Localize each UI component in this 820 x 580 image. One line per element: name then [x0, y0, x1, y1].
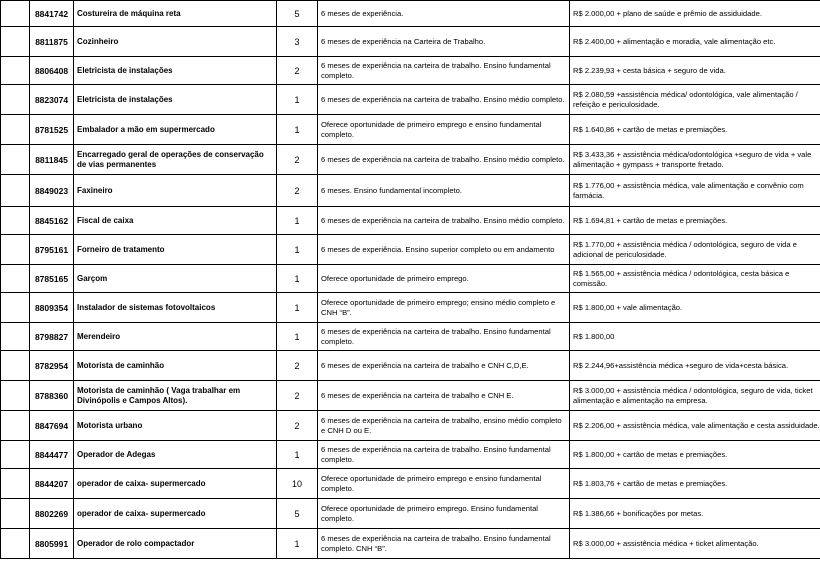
job-salary-benefits: R$ 2.000,00 + plano de saúde e prêmio de assiduidade. — [570, 1, 820, 27]
table-row — [1, 323, 820, 351]
row-number-cell — [1, 381, 30, 411]
job-title: Operador de rolo compactador — [74, 529, 277, 559]
job-salary-benefits: R$ 1.770,00 + assistência médica / odontológica, seguro de vida e adicional de periculosidade. — [570, 235, 820, 265]
job-salary-benefits: R$ 1.803,76 + cartão de metas e premiações. — [570, 469, 820, 499]
job-code: 8847694 — [30, 411, 74, 441]
table-row — [1, 27, 820, 57]
row-number-cell — [1, 529, 30, 559]
row-number-cell — [1, 235, 30, 265]
job-requirements: Oferece oportunidade de primeiro emprego; ensino médio completo e CNH “B”. — [318, 293, 570, 323]
job-salary-benefits: R$ 1.694,81 + cartão de metas e premiações. — [570, 207, 820, 235]
row-number-cell — [1, 293, 30, 323]
vacancy-count: 1 — [277, 265, 318, 293]
job-code: 8811845 — [30, 145, 74, 175]
job-title: Cozinheiro — [74, 27, 277, 57]
job-requirements: 6 meses de experiência na carteira de trabalho. Ensino fundamental completo. CNH “B”. — [318, 529, 570, 559]
job-title: Merendeiro — [74, 323, 277, 351]
job-requirements: Oferece oportunidade de primeiro emprego. Ensino fundamental completo. — [318, 499, 570, 529]
job-code: 8849023 — [30, 175, 74, 207]
job-title: Encarregado geral de operações de conservação de vias permanentes — [74, 145, 277, 175]
table-row — [1, 381, 820, 411]
job-title: Embalador a mão em supermercado — [74, 115, 277, 145]
vacancy-count: 2 — [277, 411, 318, 441]
job-salary-benefits: R$ 3.000,00 + assistência médica + ticket alimentação. — [570, 529, 820, 559]
row-number-cell — [1, 85, 30, 115]
job-title: Motorista urbano — [74, 411, 277, 441]
job-title: Eletricista de instalações — [74, 57, 277, 85]
job-requirements: 6 meses de experiência na carteira de trabalho. Ensino médio completo. — [318, 207, 570, 235]
job-code: 8785165 — [30, 265, 74, 293]
job-title: Fiscal de caixa — [74, 207, 277, 235]
table-row — [1, 57, 820, 85]
vacancy-count: 1 — [277, 293, 318, 323]
table-row — [1, 115, 820, 145]
job-salary-benefits: R$ 1.565,00 + assistência médica / odontológica, cesta básica e comissão. — [570, 265, 820, 293]
job-code: 8795161 — [30, 235, 74, 265]
table-row — [1, 207, 820, 235]
table-row — [1, 351, 820, 381]
row-number-cell — [1, 57, 30, 85]
job-requirements: 6 meses de experiência na carteira de trabalho e CNH E. — [318, 381, 570, 411]
table-row — [1, 441, 820, 469]
table-row — [1, 265, 820, 293]
job-requirements: 6 meses de experiência na carteira de trabalho. Ensino fundamental completo. — [318, 323, 570, 351]
row-number-cell — [1, 323, 30, 351]
vacancy-count: 1 — [277, 323, 318, 351]
job-title: Eletricista de instalações — [74, 85, 277, 115]
vacancy-count: 2 — [277, 145, 318, 175]
vacancy-count: 1 — [277, 85, 318, 115]
vacancy-count: 1 — [277, 207, 318, 235]
job-salary-benefits: R$ 3.000,00 + assistência médica / odontológica, seguro de vida, ticket alimentação e alimentação na empresa. — [570, 381, 820, 411]
job-title: Faxineiro — [74, 175, 277, 207]
job-salary-benefits: R$ 2.400,00 + alimentação e moradia, vale alimentação etc. — [570, 27, 820, 57]
table-row — [1, 499, 820, 529]
job-salary-benefits: R$ 2.206,00 + assistência médica, vale alimentação e cesta assiduidade. — [570, 411, 820, 441]
row-number-cell — [1, 207, 30, 235]
row-number-cell — [1, 469, 30, 499]
vacancy-count: 1 — [277, 115, 318, 145]
job-salary-benefits: R$ 1.800,00 — [570, 323, 820, 351]
vacancy-count: 1 — [277, 441, 318, 469]
job-requirements: 6 meses de experiência na carteira de trabalho, ensino médio completo e CNH D ou E. — [318, 411, 570, 441]
job-title: Motorista de caminhão — [74, 351, 277, 381]
vacancy-count: 2 — [277, 381, 318, 411]
job-code: 8806408 — [30, 57, 74, 85]
row-number-cell — [1, 115, 30, 145]
table-row — [1, 469, 820, 499]
job-salary-benefits: R$ 1.640,86 + cartão de metas e premiações. — [570, 115, 820, 145]
vacancy-count: 1 — [277, 529, 318, 559]
job-code: 8805991 — [30, 529, 74, 559]
job-code: 8798827 — [30, 323, 74, 351]
vacancy-count: 5 — [277, 1, 318, 27]
table-row — [1, 293, 820, 323]
vacancy-count: 2 — [277, 175, 318, 207]
job-requirements: Oferece oportunidade de primeiro emprego e ensino fundamental completo. — [318, 115, 570, 145]
table-row — [1, 85, 820, 115]
vacancy-count: 3 — [277, 27, 318, 57]
table-row — [1, 529, 820, 559]
row-number-cell — [1, 145, 30, 175]
job-salary-benefits: R$ 2.239,93 + cesta básica + seguro de vida. — [570, 57, 820, 85]
table-row — [1, 235, 820, 265]
row-number-cell — [1, 351, 30, 381]
job-title: Motorista de caminhão ( Vaga trabalhar em Divinópolis e Campos Altos). — [74, 381, 277, 411]
job-listings-body — [1, 1, 820, 559]
job-title: Garçom — [74, 265, 277, 293]
job-requirements: 6 meses. Ensino fundamental incompleto. — [318, 175, 570, 207]
job-salary-benefits: R$ 1.386,66 + bonificações por metas. — [570, 499, 820, 529]
job-requirements: Oferece oportunidade de primeiro emprego e ensino fundamental completo. — [318, 469, 570, 499]
vacancy-count: 2 — [277, 351, 318, 381]
row-number-cell — [1, 265, 30, 293]
table-row — [1, 411, 820, 441]
job-code: 8844207 — [30, 469, 74, 499]
job-salary-benefits: R$ 1.776,00 + assistência médica, vale alimentação e convênio com farmácia. — [570, 175, 820, 207]
job-code: 8788360 — [30, 381, 74, 411]
job-code: 8809354 — [30, 293, 74, 323]
job-code: 8782954 — [30, 351, 74, 381]
vacancy-count: 5 — [277, 499, 318, 529]
table-row — [1, 1, 820, 27]
job-code: 8811875 — [30, 27, 74, 57]
vacancy-count: 1 — [277, 235, 318, 265]
job-requirements: 6 meses de experiência. Ensino superior completo ou em andamento — [318, 235, 570, 265]
job-requirements: 6 meses de experiência. — [318, 1, 570, 27]
job-code: 8845162 — [30, 207, 74, 235]
job-title: Instalador de sistemas fotovoltaicos — [74, 293, 277, 323]
job-code: 8781525 — [30, 115, 74, 145]
table-row — [1, 145, 820, 175]
vacancy-count: 2 — [277, 57, 318, 85]
job-requirements: 6 meses de experiência na Carteira de Trabalho. — [318, 27, 570, 57]
row-number-cell — [1, 499, 30, 529]
job-salary-benefits: R$ 2.080,59 +assistência médica/ odontológica, vale alimentação / refeição e periculosidade. — [570, 85, 820, 115]
job-title: Costureira de máquina reta — [74, 1, 277, 27]
row-number-cell — [1, 441, 30, 469]
job-title: Operador de Adegas — [74, 441, 277, 469]
job-requirements: 6 meses de experiência na carteira de trabalho e CNH C,D,E. — [318, 351, 570, 381]
job-salary-benefits: R$ 1.800,00 + vale alimentação. — [570, 293, 820, 323]
row-number-cell — [1, 27, 30, 57]
job-requirements: 6 meses de experiência na carteira de trabalho. Ensino fundamental completo. — [318, 441, 570, 469]
table-row — [1, 175, 820, 207]
row-number-cell — [1, 175, 30, 207]
job-code: 8823074 — [30, 85, 74, 115]
job-salary-benefits: R$ 1.800,00 + cartão de metas e premiações. — [570, 441, 820, 469]
job-requirements: 6 meses de experiência na carteira de trabalho. Ensino médio completo. — [318, 85, 570, 115]
job-requirements: 6 meses de experiência na carteira de trabalho. Ensino médio completo. — [318, 145, 570, 175]
job-code: 8844477 — [30, 441, 74, 469]
job-title: operador de caixa- supermercado — [74, 499, 277, 529]
job-salary-benefits: R$ 2.244,96+assistência médica +seguro de vida+cesta básica. — [570, 351, 820, 381]
vacancy-count: 10 — [277, 469, 318, 499]
row-number-cell — [1, 1, 30, 27]
job-code: 8841742 — [30, 1, 74, 27]
job-title: operador de caixa- supermercado — [74, 469, 277, 499]
job-title: Forneiro de tratamento — [74, 235, 277, 265]
job-code: 8802269 — [30, 499, 74, 529]
job-salary-benefits: R$ 3.433,36 + assistência médica/odontológica +seguro de vida + vale alimentação + gympass + transporte fretado. — [570, 145, 820, 175]
row-number-cell — [1, 411, 30, 441]
job-requirements: Oferece oportunidade de primeiro emprego. — [318, 265, 570, 293]
job-requirements: 6 meses de experiência na carteira de trabalho. Ensino fundamental completo. — [318, 57, 570, 85]
